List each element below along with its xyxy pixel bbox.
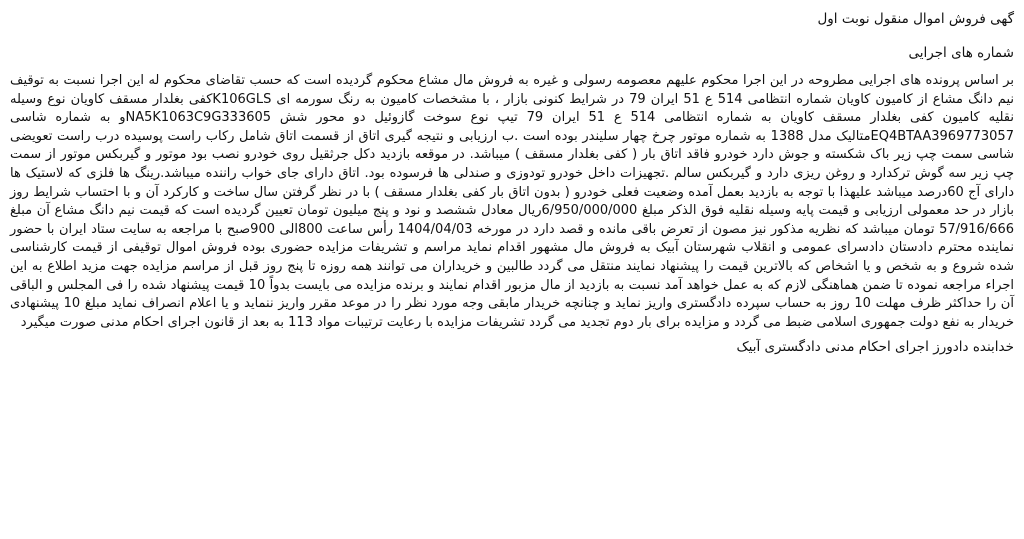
notice-signature: خدابنده دادورز اجرای احکام مدنی دادگستری آبیک (736, 339, 1014, 356)
notice-title: گهی فروش اموال منقول نوبت اول (817, 11, 1014, 27)
execution-numbers-label: شماره های اجرایی (908, 45, 1014, 61)
notice-body: بر اساس پرونده های اجرایی مطروحه در این اجرا محکوم علیهم معصومه رسولی و غیره به فروش مال مشاع محکوم گردیده است که حسب تقاضای محکوم له این اجرا نسبت به توقیف نیم دانگ مشاع از کامیون کاویان شماره انتظامی 514 ع 51 ایران 79 در شرایط کنونی بازار ، با مشخصات کامیون به رنگ سورمه ای K106GLSکفی بغلدار مسقف کاویان نوع وسیله نقلیه کامیون کفی بغلدار مسقف کاویان به شماره انتظامی 514 ع 51 ایران 79 تیپ نوع سوخت گازوئیل دو محور شش NA5K1063C9G333605و به شماره شاسی EQ4BTAA3969773057متالیک مدل 1388 به شماره موتور چرخ چهار سلیندر بوده است .ب ارزیابی و نتیجه گیری اتاق از قسمت اتاق شامل رکاب راست پوسیده درب راست تعویضی شاسی سمت چپ زیر باک شکسته و جوش دارد خودرو فاقد اتاق بار ( کفی بغلدار مسقف ) میباشد. در موقعه بازدید دکل جرثقیل روی خودرو نصب بود موتور و گیربکس موتور از سمت چپ زیر سه گوش ترکدارد و روغن ریزی دارد و گیربکس سالم .تجهیزات داخل خودرو تودوزی و صندلی ها فرسوده بود. اتاق دارای جای خواب راننده میباشد.رینگ ها فلزی که لاستیک ها دارای آج 60درصد میباشد علیهذا با توجه به بازدید بعمل آمده وضعیت فعلی خودرو ( بدون اتاق بار کفی بغلدار مسقف ) با در نظر گرفتن سال ساخت و کارکرد آن و با احتساب شرایط روز بازار در حد معمولی ارزیابی و قیمت پایه وسیله نقلیه فوق الذکر مبلغ 6/950/000/000ریال معادل ششصد و نود و پنج میلیون تومان تعیین گردیده است که قیمت نیم دانگ مشاع آن مبلغ 57/916/666 تومان میباشد که نظریه مذکور نیز مصون از تعرض باقی مانده و قصد دارد در مورخه 1404/04/03 رأس ساعت 800الی 900صبح با مراجعه به سایت ستاد ایران با حضور نماینده محترم دادستان دادسرای عمومی و انقلاب شهرستان آبیک به فروش مال مشهور اقدام نماید مراسم و تشریفات مزایده حضوری بوده فروش اموال توقیفی از قیمت کارشناسی شده شروع و به شخص و یا اشخاص که بالاترین قیمت را پیشنهاد نمایند منتقل می گردد طالبین و خریداران می توانند همه روزه تا پنج روز قبل از مراسم مزایده جهت مزید اطلاع به این اجراء مراجعه نموده تا ضمن هماهنگی لازم که به عمل خواهد آمد نسبت به بازدید از مال مزبور اقدام نمایند و برنده مزایده می بایست بدواً 10 قیمت پیشنهاد شده را فی المجلس و الباقی آن را حداکثر ظرف مهلت 10 روز به حساب سپرده دادگستری واریز نماید و چنانچه خریدار مابقی وجه مورد نظر را در موعد مقرر واریز ننماید و یا اعلام انصراف نماید مبلغ 10 پیشنهادی خریدار به نفع دولت جمهوری اسلامی ضبط می گردد و مزایده برای بار دوم تجدید می گردد تشریفات مزایده با رعایت ترتیبات مواد 113 به بعد از قانون اجرای احکام مدنی صورت میگیرد (10, 73, 1015, 330)
